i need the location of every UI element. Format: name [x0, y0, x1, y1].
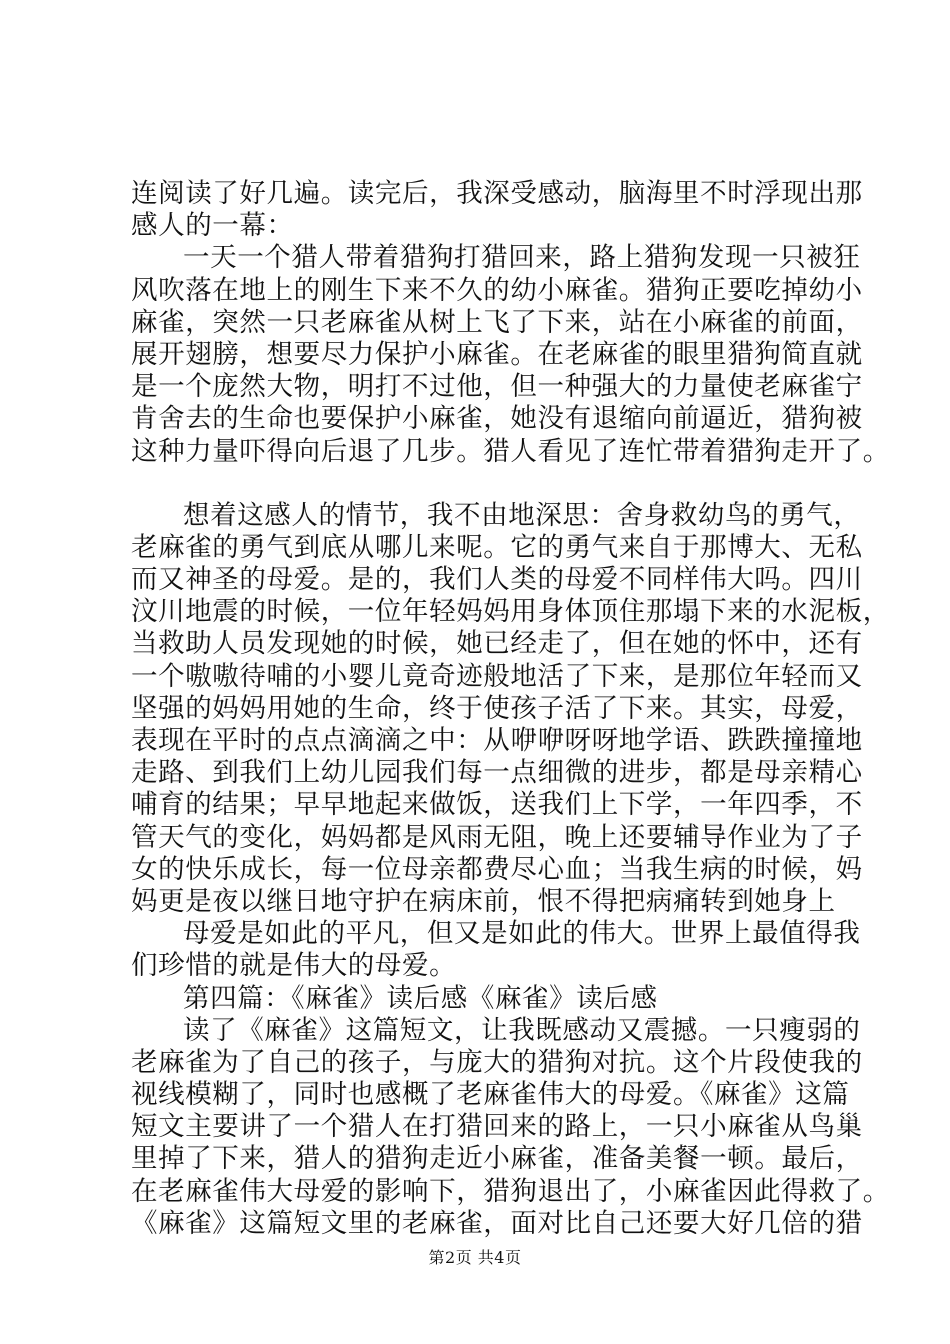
text-line: 第四篇：《麻雀》读后感《麻雀》读后感 [183, 982, 658, 1014]
text-line: 麻雀，突然一只老麻雀从树上飞了下来，站在小麻雀的前面， [131, 306, 863, 338]
text-line: 在老麻雀伟大母爱的影响下，猎狗退出了，小麻雀因此得救了。 [131, 1175, 890, 1207]
paragraph [131, 242, 890, 467]
text-line: 这种力量吓得向后退了几步。猎人看见了连忙带着猎狗走开了。 [131, 435, 890, 467]
paragraph [131, 178, 863, 242]
text-line: 风吹落在地上的刚生下来不久的幼小麻雀。猎狗正要吃掉幼小 [131, 274, 863, 306]
text-line: 女的快乐成长，每一位母亲都费尽心血；当我生病的时候，妈 [131, 853, 863, 885]
paragraph-gap [131, 468, 841, 500]
paragraph [131, 1014, 890, 1240]
text-line: 一天一个猎人带着猎狗打猎回来，路上猎狗发现一只被狂 [183, 242, 861, 274]
text-line: 走路、到我们上幼儿园我们每一点细微的进步，都是母亲精心 [131, 757, 863, 789]
text-line: 连阅读了好几遍。读完后，我深受感动，脑海里不时浮现出那 [131, 178, 863, 209]
text-line: 老麻雀为了自己的孩子，与庞大的猎狗对抗。这个片段使我的 [131, 1046, 863, 1078]
text-line: 老麻雀的勇气到底从哪儿来呢。它的勇气来自于那博大、无私 [131, 531, 863, 563]
text-line: 想着这感人的情节，我不由地深思：舍身救幼鸟的勇气， [183, 499, 861, 531]
paragraph [131, 918, 861, 982]
text-line: 一个嗷嗷待哺的小婴儿竟奇迹般地活了下来，是那位年轻而又 [131, 660, 863, 692]
text-line: 展开翅膀，想要尽力保护小麻雀。在老麻雀的眼里猎狗简直就 [131, 338, 863, 370]
section-heading [131, 983, 841, 1015]
text-line: 里掉了下来，猎人的猎狗走近小麻雀，准备美餐一顿。最后， [131, 1143, 863, 1175]
text-line: 汶川地震的时候，一位年轻妈妈用身体顶住那塌下来的水泥板， [131, 596, 890, 628]
text-line: 读了《麻雀》这篇短文，让我既感动又震撼。一只瘦弱的 [183, 1014, 861, 1046]
text-line: 《麻雀》这篇短文里的老麻雀，面对比自己还要大好几倍的猎 [131, 1207, 863, 1239]
text-line: 妈更是夜以继日地守护在病床前，恨不得把病痛转到她身上 [131, 885, 836, 917]
text-line: 短文主要讲了一个猎人在打猎回来的路上，一只小麻雀从鸟巢 [131, 1111, 863, 1143]
text-line: 坚强的妈妈用她的生命，终于使孩子活了下来。其实，母爱， [131, 692, 863, 724]
text-line: 是一个庞然大物，明打不过他，但一种强大的力量使老麻雀宁 [131, 371, 863, 403]
page-number-footer: 第2页 共4页 [428, 1248, 522, 1267]
text-line: 当救助人员发现她的时候，她已经走了，但在她的怀中，还有 [131, 628, 863, 660]
text-line: 肯舍去的生命也要保护小麻雀，她没有退缩向前逼近，猎狗被 [131, 403, 863, 435]
paragraph [131, 499, 890, 918]
text-line: 而又神圣的母爱。是的，我们人类的母爱不同样伟大吗。四川 [131, 564, 863, 596]
text-line: 们珍惜的就是伟大的母爱。 [131, 950, 457, 982]
document-body [131, 178, 890, 1240]
text-line: 视线模糊了，同时也感概了老麻雀伟大的母爱。《麻雀》这篇 [131, 1079, 850, 1111]
text-line: 管天气的变化，妈妈都是风雨无阻，晚上还要辅导作业为了子 [131, 821, 863, 853]
text-line: 母爱是如此的平凡，但又是如此的伟大。世界上最值得我 [183, 918, 861, 950]
text-line: 感人的一幕： [131, 210, 294, 242]
text-line: 表现在平时的点点滴滴之中：从咿咿呀呀地学语、跌跌撞撞地 [131, 725, 863, 756]
text-line: 哺育的结果；早早地起来做饭，送我们上下学，一年四季，不 [131, 789, 863, 821]
